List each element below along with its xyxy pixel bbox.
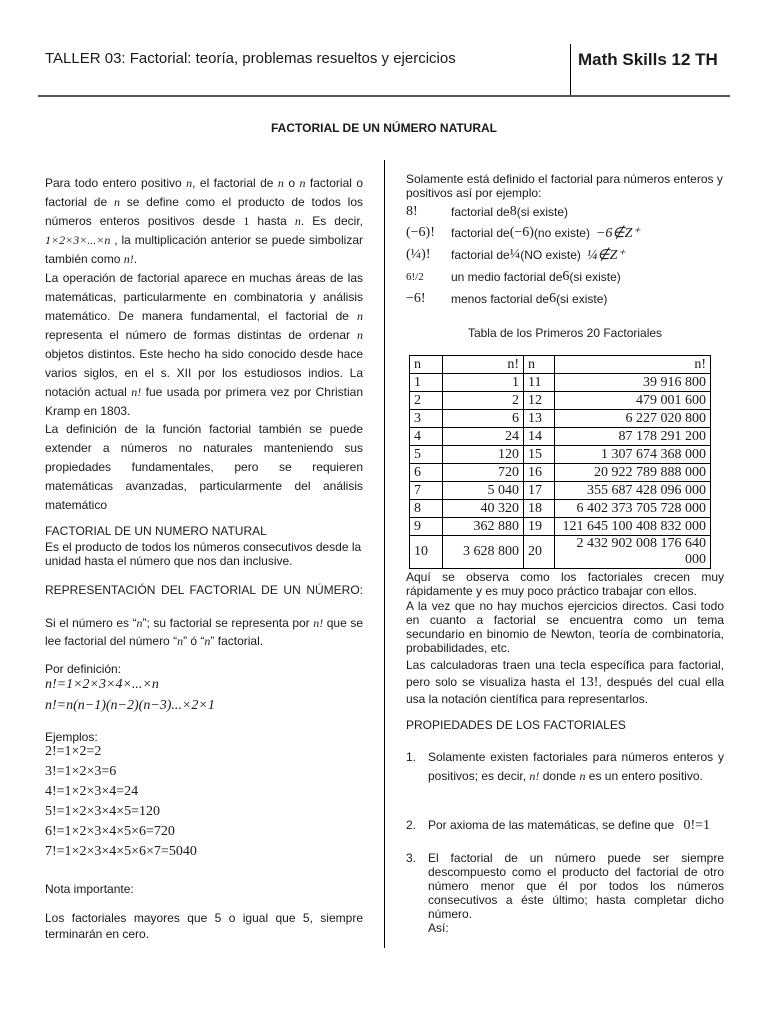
table-cell-factorial: 479 001 600 [555,392,711,410]
table-cell-factorial: 720 [443,464,524,482]
table-row [410,500,711,518]
section-natural-body: Es el producto de todos los números consecutivos desde la unidad hasta el número que nos dan inclusive. [45,540,362,568]
table-row [410,464,711,482]
defined-intro: Solamente está definido el factorial para números enteros y positivos así por ejemplo: [406,172,723,200]
growth-paragraph: Aquí se observa como los factoriales crecen muy rápidamente y es muy poco práctico trabajar con ellos. [406,570,724,598]
section-natural-title: FACTORIAL DE UN NUMERO NATURAL [45,524,267,538]
case-row: 6!/2 un medio factorial de 6 (si existe) [406,269,621,284]
table-cell-n: 3 [410,410,443,428]
table-cell-n: 10 [410,536,443,569]
case-row: (−6)! factorial de (−6) (no existe) −6∉Z⁺ [406,225,640,241]
table-cell-n: 19 [524,518,555,536]
definition-label: Por definición: [45,662,122,676]
table-cell-n: 15 [524,446,555,464]
intro-paragraph: Para todo entero positivo n, el factorial de n o n factorial o factorial de n se define como el producto de todos los números enteros positivos desde 1 hasta n. Es decir, 1×2×3×...×n , la multiplicación anterior se puede simbolizar también como n!. [45,176,364,266]
factorial-table [409,355,711,569]
extension-paragraph: La definición de la función factorial también se puede extender a números no naturales manteniendo sus propiedades fundamentales, pero se requieren matemáticas avanzadas, particularmente del análisis matemático [45,422,363,512]
table-cell-n: 5 [410,446,443,464]
table-cell-n: 18 [524,500,555,518]
header-rule [38,95,730,97]
examples-list [45,744,363,864]
table-cell-n: 4 [410,428,443,446]
properties-title: PROPIEDADES DE LOS FACTORIALES [406,718,626,732]
case-row: −6! menos factorial de 6 (si existe) [406,291,608,306]
table-row [410,428,711,446]
section-representation-body: Si el número es “n”; su factorial se representa por n! que se lee factorial del número “n” ó “n” factorial. [45,616,363,648]
table-cell-n: 7 [410,482,443,500]
example-item: 6!=1×2×3×4×5×6=720 [45,824,175,839]
table-row [410,536,711,569]
table-cell-n: 16 [524,464,555,482]
definition-formula-1: n!=1×2×3×4×...×n [45,677,159,692]
table-cell-n: 12 [524,392,555,410]
table-cell-factorial: 20 922 789 888 000 [555,464,711,482]
topics-paragraph: A la vez que no hay muchos ejercicios directos. Casi todo en cuanto a factorial se encuentra como un tema secundario en binomio de Newton, teoría de combinatoria, probabilidades, etc. [406,599,724,655]
note-label: Nota importante: [45,882,134,896]
table-cell-n: 13 [524,410,555,428]
table-cell-n: 11 [524,374,555,392]
table-row [410,518,711,536]
case-row: 8! factorial de 8 (si existe) [406,204,569,219]
calculator-paragraph: Las calculadoras traen una tecla específica para factorial, pero solo se visualiza hasta el 13!, después del cual ella usa la notación científica para representarlos. [406,658,724,706]
table-header-n: n [524,356,555,374]
table-cell-n: 2 [410,392,443,410]
table-row [410,410,711,428]
table-cell-n: 6 [410,464,443,482]
table-cell-factorial: 6 [443,410,524,428]
table-header-nf: n! [555,356,711,374]
note-body: Los factoriales mayores que 5 o igual que 5, siempre terminarán en cero. [45,911,363,941]
table-row [410,482,711,500]
table-cell-factorial: 2 [443,392,524,410]
table-row [410,374,711,392]
table-cell-n: 20 [524,536,555,569]
section-representation-title: REPRESENTACIÓN DEL FACTORIAL DE UN NÚMERO: [45,583,363,597]
table-cell-n: 9 [410,518,443,536]
table-header-nf: n! [443,356,524,374]
example-item: 5!=1×2×3×4×5=120 [45,804,161,819]
definition-formula-2: n!=n(n−1)(n−2)(n−3)...×2×1 [45,698,215,713]
header-title: TALLER 03: Factorial: teoría, problemas resueltos y ejercicios [45,50,456,67]
table-cell-factorial: 3 628 800 [443,536,524,569]
table-row [410,446,711,464]
table-cell-factorial: 2 432 902 008 176 640 000 [555,536,711,569]
table-cell-factorial: 87 178 291 200 [555,428,711,446]
example-item: 3!=1×2×3=6 [45,764,117,779]
table-row [410,392,711,410]
table-cell-factorial: 1 [443,374,524,392]
example-item: 7!=1×2×3×4×5×6×7=5040 [45,844,197,859]
table-cell-factorial: 362 880 [443,518,524,536]
table-cell-factorial: 39 916 800 [555,374,711,392]
table-caption: Tabla de los Primeros 20 Factoriales [467,326,663,340]
table-header-row [410,356,711,374]
property-1: 1. Solamente existen factoriales para números enteros y positivos; es decir, n! donde n es un entero positivo. [406,750,724,783]
property-2: 2. Por axioma de las matemáticas, se define que 0!=1 [406,818,711,833]
table-cell-factorial: 6 402 373 705 728 000 [555,500,711,518]
table-cell-factorial: 5 040 [443,482,524,500]
example-item: 2!=1×2=2 [45,744,102,759]
table-cell-factorial: 6 227 020 800 [555,410,711,428]
table-cell-factorial: 121 645 100 408 832 000 [555,518,711,536]
header-brand: Math Skills 12 TH [578,50,718,69]
table-cell-n: 14 [524,428,555,446]
table-cell-factorial: 355 687 428 096 000 [555,482,711,500]
case-row: (¼)! factorial de ¼ (NO existe) ¼∉Z⁺ [406,247,625,263]
example-item: 4!=1×2×3×4=24 [45,784,139,799]
operation-paragraph: La operación de factorial aparece en muchas áreas de las matemáticas, particularmente en combinatoria y análisis matemático. De manera fundamental, el factorial de n representa el número de formas distintas de ordenar n objetos distintos. Este hecho ha sido conocido desde hace varios siglos, en el s. XII por los estudiosos indios. La notación actual n! fue usada por primera vez por Christian Kramp en 1803. [45,271,363,418]
table-cell-n: 8 [410,500,443,518]
table-cell-factorial: 24 [443,428,524,446]
header-divider [570,44,571,96]
table-cell-n: 1 [410,374,443,392]
factorial-cases [406,202,724,310]
table-cell-n: 17 [524,482,555,500]
table-cell-factorial: 1 307 674 368 000 [555,446,711,464]
table-cell-factorial: 120 [443,446,524,464]
table-cell-factorial: 40 320 [443,500,524,518]
table-header-n: n [410,356,443,374]
page-title: FACTORIAL DE UN NÚMERO NATURAL [271,121,497,135]
column-divider [384,160,385,948]
examples-label: Ejemplos: [45,730,98,744]
property-3: 3. El factorial de un número puede ser siempre descompuesto como el producto del factorial de otro número menor que él por todos los números consecutivos a éste último; hasta completar dicho número. Así: [406,851,724,935]
